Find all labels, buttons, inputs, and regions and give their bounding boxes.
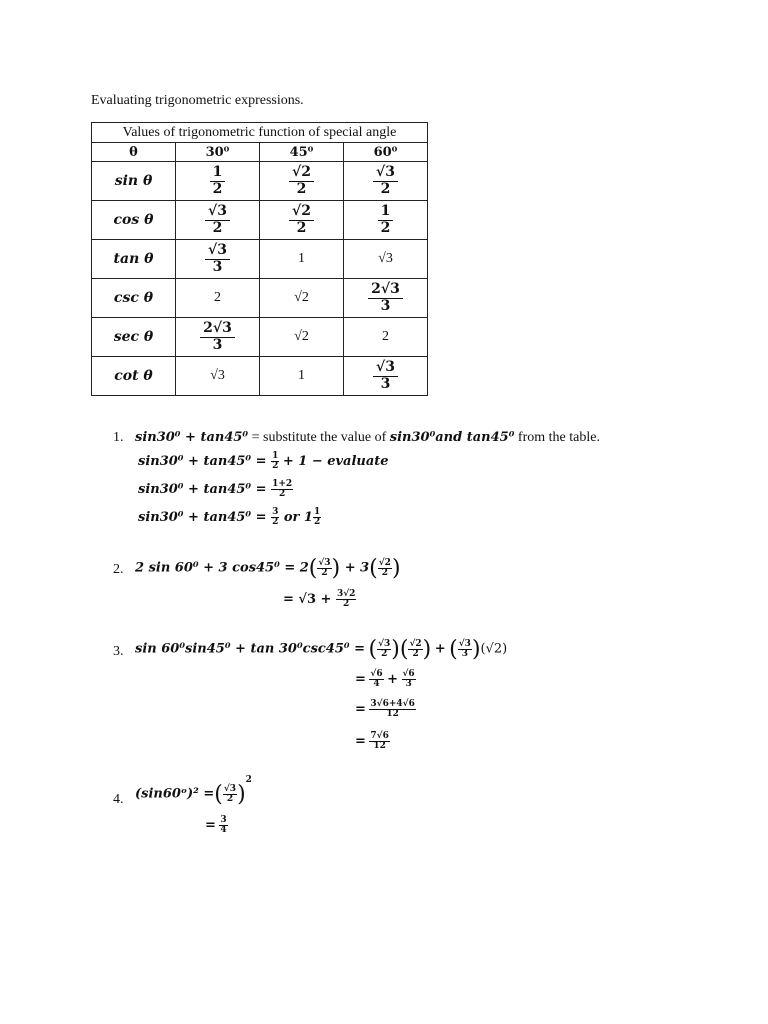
- value-fraction: [289, 165, 314, 197]
- p1-instruction-tail: from the table.: [514, 430, 600, 445]
- p3-paren-close-2: ): [422, 637, 432, 662]
- p3-plus: +: [434, 641, 446, 657]
- row-function-label: cos θ: [92, 201, 176, 240]
- p3-eq-3: =: [355, 702, 366, 718]
- p2-paren-open-2: (: [369, 556, 378, 581]
- p2-line2-fraction: [336, 590, 356, 610]
- value-fraction: [210, 165, 226, 197]
- p2-lhs: 2 sin 60⁰ + 3 cos45⁰ = 2: [135, 560, 309, 576]
- table-row: [92, 357, 428, 396]
- problem-3-line-1: [135, 637, 507, 662]
- p3-f1-num: √3: [378, 638, 391, 649]
- p4-paren-close: ): [237, 782, 246, 807]
- value-fraction: [373, 165, 398, 197]
- trig-values-table: [91, 122, 428, 396]
- fraction-denominator: 2: [380, 219, 391, 236]
- p2-f1-den: 2: [321, 568, 328, 578]
- value-cell-v45: 1: [260, 357, 344, 396]
- p3-paren-close-3: ): [471, 637, 481, 662]
- p3-paren-close-1: ): [391, 637, 400, 662]
- p4-exponent: 2: [245, 775, 252, 786]
- p2-paren-close-1: ): [331, 556, 341, 581]
- value-fraction: [378, 204, 394, 236]
- p3-f1-den: 2: [381, 649, 388, 659]
- problem-4-number: 4.: [113, 792, 124, 807]
- p4-s2-fraction: [219, 816, 227, 836]
- p1-s3-den: 2: [278, 489, 286, 500]
- p1-or: or 1: [279, 510, 313, 526]
- problem-3-line-3: [355, 700, 416, 720]
- table-row: [92, 162, 428, 201]
- header-45: 45⁰: [260, 143, 344, 162]
- p3-fraction-2: [408, 640, 422, 660]
- p1-s4-num: 3: [272, 507, 279, 517]
- p3-f2-den: 2: [412, 649, 419, 659]
- table-header-row: [92, 143, 428, 162]
- value-cell-v60: 2: [344, 318, 428, 357]
- p3-s2f2-den: 3: [405, 679, 412, 690]
- p1-instruction: = substitute the value of: [248, 430, 390, 445]
- p3-s4-den: 12: [373, 741, 386, 752]
- p1-lhs-4: sin30⁰ + tan45⁰: [138, 510, 252, 526]
- fraction-numerator: √3: [205, 243, 230, 259]
- fraction-numerator: 1: [210, 165, 226, 181]
- problem-3-number: 3.: [113, 644, 124, 659]
- fraction-denominator: 3: [212, 258, 223, 275]
- p2-line2-a: = √3 +: [283, 592, 336, 608]
- p3-s2-plus: +: [387, 672, 398, 688]
- value-cell-v30: 2: [176, 279, 260, 318]
- p2-fraction-2: [378, 559, 392, 579]
- p4-f1-num: √3: [223, 783, 237, 794]
- p1-lhs-3: sin30⁰ + tan45⁰: [138, 482, 252, 498]
- value-fraction: [373, 360, 398, 392]
- row-function-label: sec θ: [92, 318, 176, 357]
- fraction-denominator: 3: [380, 297, 391, 314]
- p4-s2-num: 3: [220, 815, 227, 825]
- problem-1-line-3: [138, 480, 293, 500]
- value-cell-v30: √3: [176, 357, 260, 396]
- header-30: 30⁰: [176, 143, 260, 162]
- problem-1-line-1: [135, 430, 600, 446]
- table-body: [92, 162, 428, 396]
- p1-equals-4: =: [251, 510, 272, 526]
- p3-fraction-1: [377, 640, 391, 660]
- table-caption: Values of trigonometric function of special angle: [92, 123, 428, 143]
- p2-f2-num: √2: [378, 557, 391, 568]
- fraction-numerator: 1: [378, 204, 394, 220]
- p3-f2-num: √2: [409, 638, 422, 649]
- p2-mid: + 3: [340, 560, 370, 576]
- p3-lhs: sin 60⁰sin45⁰ + tan 30⁰csc45⁰ =: [135, 641, 366, 657]
- header-theta: θ: [92, 143, 176, 162]
- p3-s2f1-num: √6: [370, 669, 383, 679]
- row-function-label: cot θ: [92, 357, 176, 396]
- value-cell-v60: [344, 162, 428, 201]
- p3-s3-den: 12: [386, 709, 399, 720]
- value-cell-v60: [344, 279, 428, 318]
- p4-fraction: [223, 785, 237, 805]
- p2-f2-den: 2: [381, 568, 388, 578]
- row-function-label: tan θ: [92, 240, 176, 279]
- problem-1-number: 1.: [113, 430, 124, 445]
- fraction-numerator: √3: [205, 204, 230, 220]
- p1-step3-fraction: [271, 480, 293, 500]
- fraction-numerator: √3: [373, 165, 398, 181]
- p2-f1-num: √3: [318, 557, 331, 568]
- value-cell-v30: [176, 318, 260, 357]
- table-row: [92, 240, 428, 279]
- p1-s4-den: 2: [272, 517, 279, 528]
- p3-f3-num: √3: [458, 638, 471, 649]
- p1-step2-fraction: [271, 452, 279, 472]
- p3-s4-fraction: [369, 732, 389, 752]
- p2-paren-close-2: ): [391, 556, 401, 581]
- problem-3-line-4: [355, 732, 390, 752]
- value-fraction: [200, 321, 235, 353]
- p4-s2-den: 4: [220, 825, 227, 836]
- value-cell-v30: [176, 240, 260, 279]
- value-cell-v45: [260, 201, 344, 240]
- p3-s2-fraction-1: [369, 670, 383, 690]
- value-cell-v30: [176, 162, 260, 201]
- fraction-denominator: 2: [296, 219, 307, 236]
- fraction-numerator: √3: [373, 360, 398, 376]
- p3-s2-fraction-2: [402, 670, 416, 690]
- p3-paren-open-3: (: [449, 637, 458, 662]
- p1-lhs: sin30⁰ + tan45⁰: [135, 430, 249, 445]
- p1-s2-den: 2: [272, 461, 279, 472]
- p1-s2-num: 1: [272, 451, 279, 461]
- p3-paren-open-1: (: [368, 637, 378, 662]
- p1-s3-num: 1+2: [272, 479, 293, 489]
- p2-l2-num: 3√2: [336, 589, 356, 599]
- p1-equals-3: =: [251, 482, 272, 498]
- header-60: 60⁰: [344, 143, 428, 162]
- fraction-numerator: 2√3: [200, 321, 235, 337]
- p1-expr: sin30⁰and tan45⁰: [389, 430, 515, 445]
- problem-4-line-2: [205, 816, 228, 836]
- problem-1-line-2: [138, 452, 389, 472]
- p3-paren-open-2: (: [399, 637, 409, 662]
- value-fraction: [368, 282, 403, 314]
- value-cell-v60: [344, 357, 428, 396]
- value-cell-v45: 1: [260, 240, 344, 279]
- value-fraction: [205, 204, 230, 236]
- fraction-denominator: 2: [296, 180, 307, 197]
- value-cell-v45: [260, 162, 344, 201]
- fraction-numerator: 2√3: [368, 282, 403, 298]
- problem-2-line-2: [283, 590, 356, 610]
- p1-mixed-num: 1: [313, 507, 321, 517]
- p1-mixed-fraction: [313, 508, 321, 528]
- table-row: [92, 201, 428, 240]
- p3-s4-num: 7√6: [370, 731, 389, 741]
- problem-2-line-1: [135, 556, 401, 581]
- value-fraction: [205, 243, 230, 275]
- p1-mixed-den: 2: [313, 517, 321, 528]
- p4-eq-2: =: [205, 818, 216, 834]
- p1-step2-rest: + 1 − evaluate: [282, 454, 389, 470]
- problem-3-line-2: [355, 670, 416, 690]
- fraction-denominator: 2: [380, 180, 391, 197]
- fraction-numerator: √2: [289, 165, 314, 181]
- value-cell-v60: [344, 201, 428, 240]
- row-function-label: csc θ: [92, 279, 176, 318]
- p3-eq-2: =: [355, 672, 366, 688]
- p3-s2f1-den: 4: [373, 679, 380, 690]
- value-cell-v45: √2: [260, 279, 344, 318]
- p1-equals-2: =: [251, 454, 272, 470]
- p4-f1-den: 2: [226, 794, 234, 804]
- p1-lhs-2: sin30⁰ + tan45⁰: [138, 454, 252, 470]
- p3-f3-den: 3: [461, 649, 468, 659]
- value-cell-v45: √2: [260, 318, 344, 357]
- value-cell-v30: [176, 201, 260, 240]
- fraction-denominator: 2: [212, 180, 223, 197]
- problem-2-number: 2.: [113, 562, 124, 577]
- p3-s2f2-num: √6: [402, 669, 415, 679]
- table-row: [92, 279, 428, 318]
- p4-lhs: (sin60ᵒ)² =: [135, 786, 215, 802]
- p2-l2-den: 2: [343, 599, 350, 610]
- p3-eq-4: =: [355, 734, 366, 750]
- p3-s3-num: 3√6+4√6: [370, 699, 415, 709]
- p2-fraction-1: [317, 559, 331, 579]
- p3-last-term: (√2): [480, 641, 508, 657]
- row-function-label: sin θ: [92, 162, 176, 201]
- value-fraction: [289, 204, 314, 236]
- p2-paren-open-1: (: [308, 556, 318, 581]
- problem-1-line-4: [138, 508, 321, 528]
- fraction-numerator: √2: [289, 204, 314, 220]
- p3-s3-fraction: [369, 700, 415, 720]
- fraction-denominator: 2: [212, 219, 223, 236]
- p4-paren-open: (: [214, 782, 223, 807]
- page-heading: Evaluating trigonometric expressions.: [91, 93, 304, 108]
- fraction-denominator: 3: [380, 375, 391, 392]
- problem-4-line-1: [135, 775, 252, 807]
- p3-fraction-3: [458, 640, 472, 660]
- value-cell-v60: √3: [344, 240, 428, 279]
- fraction-denominator: 3: [212, 336, 223, 353]
- table-row: [92, 318, 428, 357]
